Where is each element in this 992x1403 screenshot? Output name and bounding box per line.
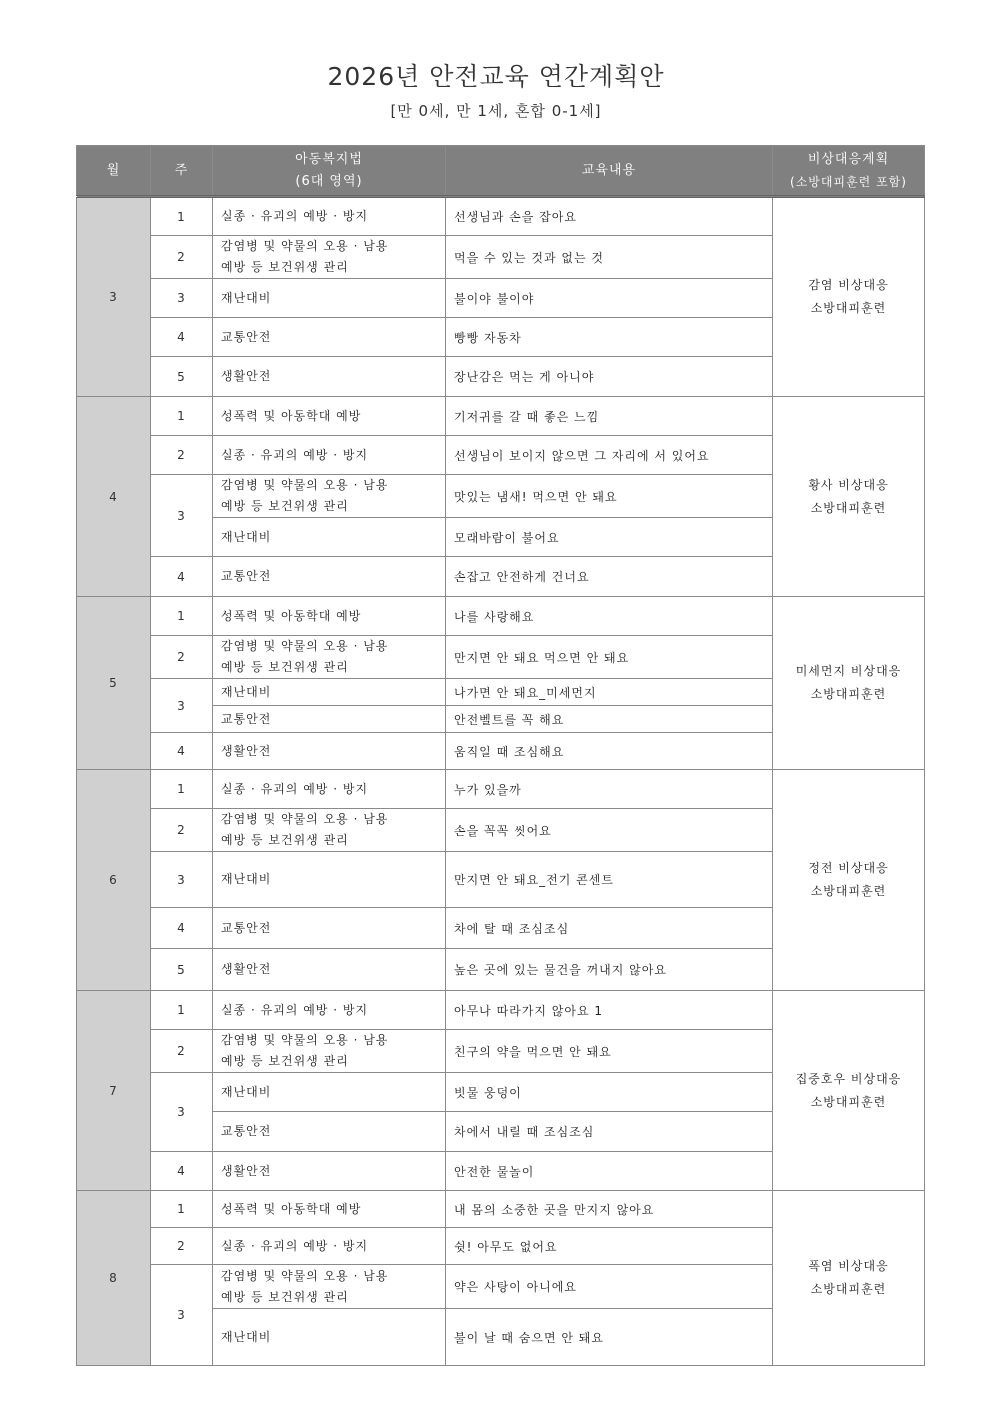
- law-area-line1: 실종 · 유괴의 예방 · 방지: [221, 781, 369, 796]
- week-cell: 3: [151, 679, 213, 733]
- table-row: [77, 397, 925, 436]
- education-content-cell: 약은 사탕이 아니에요: [446, 1265, 773, 1309]
- education-content-cell: 누가 있을까: [446, 770, 773, 809]
- table-row: [77, 770, 925, 809]
- page-title: 2026년 안전교육 연간계획안: [327, 62, 665, 91]
- law-area-line1: 감염병 및 약물의 오용 · 남용: [221, 812, 389, 826]
- law-area-line1: 재난대비: [221, 1329, 272, 1344]
- law-area-cell: [213, 949, 446, 991]
- education-content-cell: 쉿! 아무도 없어요: [446, 1228, 773, 1265]
- month-cell: 7: [77, 991, 151, 1191]
- emergency-plan-cell: [773, 597, 925, 770]
- law-area-line1: 교통안전: [221, 711, 272, 726]
- education-content-cell: 차에서 내릴 때 조심조심: [446, 1112, 773, 1152]
- law-area-line1: 재난대비: [221, 290, 272, 305]
- week-cell: 2: [151, 636, 213, 679]
- law-area-line1: 재난대비: [221, 684, 272, 699]
- education-content-cell: 빗물 웅덩이: [446, 1073, 773, 1112]
- emergency-plan-cell: [773, 1191, 925, 1366]
- week-cell: 5: [151, 949, 213, 991]
- week-cell: 3: [151, 475, 213, 557]
- law-area-line1: 감염병 및 약물의 오용 · 남용: [221, 1033, 389, 1047]
- law-area-cell: [213, 1112, 446, 1152]
- week-cell: 3: [151, 852, 213, 908]
- emergency-plan-line1: 황사 비상대응: [808, 477, 889, 492]
- law-area-cell: [213, 1228, 446, 1265]
- emergency-plan-line1: 정전 비상대응: [808, 861, 889, 875]
- week-cell: 1: [151, 1191, 213, 1228]
- law-area-line2: 예방 등 보건위생 관리: [221, 833, 349, 847]
- education-content-cell: 내 몸의 소중한 곳을 만지지 않아요: [446, 1191, 773, 1228]
- header-plan-line1: 비상대응계획: [807, 151, 890, 167]
- emergency-plan-line2: 소방대피훈련: [810, 301, 887, 315]
- law-area-line1: 교통안전: [221, 329, 272, 344]
- month-cell: 6: [77, 770, 151, 991]
- education-content-cell: 만지면 안 돼요_전기 콘센트: [446, 852, 773, 908]
- law-area-cell: [213, 770, 446, 809]
- law-area-cell: [213, 597, 446, 636]
- law-area-line2: 예방 등 보건위생 관리: [221, 1289, 349, 1304]
- law-area-line1: 재난대비: [221, 872, 272, 886]
- education-content-cell: 선생님이 보이지 않으면 그 자리에 서 있어요: [446, 436, 773, 475]
- law-area-cell: [213, 518, 446, 557]
- law-area-line1: 교통안전: [221, 920, 272, 935]
- week-cell: 4: [151, 1152, 213, 1191]
- header-law-line1: 아동복지법: [295, 151, 363, 167]
- emergency-plan-line2: 소방대피훈련: [810, 1094, 887, 1109]
- education-content-cell: 만지면 안 돼요 먹으면 안 돼요: [446, 636, 773, 679]
- education-content-cell: 빵빵 자동차: [446, 318, 773, 357]
- header-week: 주: [151, 146, 213, 197]
- law-area-cell: [213, 991, 446, 1030]
- table-row: [77, 597, 925, 636]
- week-cell: 1: [151, 770, 213, 809]
- header-law-line2: (6대 영역): [295, 173, 363, 189]
- education-content-cell: 안전벨트를 꼭 해요: [446, 706, 773, 733]
- education-content-cell: 불이야 불이야: [446, 279, 773, 318]
- week-cell: 4: [151, 908, 213, 949]
- emergency-plan-cell: [773, 197, 925, 397]
- week-cell: 1: [151, 197, 213, 236]
- law-area-line2: 예방 등 보건위생 관리: [221, 260, 349, 274]
- table-row: [77, 1191, 925, 1228]
- law-area-line1: 감염병 및 약물의 오용 · 남용: [221, 1268, 389, 1283]
- header-law: [213, 146, 446, 197]
- education-content-cell: 손잡고 안전하게 건너요: [446, 557, 773, 597]
- law-area-line2: 예방 등 보건위생 관리: [221, 499, 349, 513]
- week-cell: 2: [151, 236, 213, 279]
- law-area-line1: 실종 · 유괴의 예방 · 방지: [221, 447, 369, 462]
- law-area-cell: [213, 809, 446, 852]
- law-area-line1: 교통안전: [221, 1124, 272, 1138]
- law-area-cell: [213, 197, 446, 236]
- law-area-cell: [213, 1265, 446, 1309]
- education-content-cell: 안전한 물놀이: [446, 1152, 773, 1191]
- emergency-plan-line1: 감염 비상대응: [808, 278, 889, 292]
- law-area-line1: 생활안전: [221, 962, 272, 976]
- education-content-cell: 맛있는 냄새! 먹으면 안 돼요: [446, 475, 773, 518]
- law-area-cell: [213, 1191, 446, 1228]
- emergency-plan-line2: 소방대피훈련: [810, 884, 887, 898]
- law-area-cell: [213, 1073, 446, 1112]
- law-area-line1: 생활안전: [221, 743, 272, 758]
- week-cell: 1: [151, 397, 213, 436]
- week-cell: 4: [151, 557, 213, 597]
- law-area-line1: 재난대비: [221, 529, 272, 544]
- week-cell: 2: [151, 809, 213, 852]
- law-area-cell: [213, 1030, 446, 1073]
- law-area-cell: [213, 436, 446, 475]
- header-content: 교육내용: [446, 146, 773, 197]
- emergency-plan-line1: 미세먼지 비상대응: [795, 664, 902, 678]
- week-cell: 5: [151, 357, 213, 397]
- header-month: 월: [77, 146, 151, 197]
- emergency-plan-line1: 폭염 비상대응: [808, 1259, 889, 1273]
- law-area-line1: 감염병 및 약물의 오용 · 남용: [221, 239, 389, 253]
- month-cell: 4: [77, 397, 151, 597]
- emergency-plan-line2: 소방대피훈련: [810, 687, 887, 701]
- page-subtitle: [만 0세, 만 1세, 혼합 0-1세]: [390, 102, 602, 120]
- law-area-cell: [213, 733, 446, 770]
- law-area-line1: 실종 · 유괴의 예방 · 방지: [221, 1002, 369, 1017]
- education-content-cell: 선생님과 손을 잡아요: [446, 197, 773, 236]
- education-content-cell: 높은 곳에 있는 물건을 꺼내지 않아요: [446, 949, 773, 991]
- law-area-cell: [213, 279, 446, 318]
- table-row: [77, 991, 925, 1030]
- week-cell: 2: [151, 436, 213, 475]
- law-area-cell: [213, 636, 446, 679]
- law-area-cell: [213, 397, 446, 436]
- law-area-line1: 성폭력 및 아동학대 예방: [221, 608, 362, 623]
- table-row: [77, 197, 925, 236]
- month-cell: 5: [77, 597, 151, 770]
- emergency-plan-line2: 소방대피훈련: [810, 500, 887, 515]
- law-area-cell: [213, 679, 446, 706]
- education-content-cell: 나가면 안 돼요_미세먼지: [446, 679, 773, 706]
- law-area-cell: [213, 357, 446, 397]
- law-area-cell: [213, 852, 446, 908]
- law-area-cell: [213, 706, 446, 733]
- month-cell: 8: [77, 1191, 151, 1366]
- week-cell: 1: [151, 991, 213, 1030]
- week-cell: 2: [151, 1228, 213, 1265]
- month-cell: 3: [77, 197, 151, 397]
- emergency-plan-cell: [773, 991, 925, 1191]
- law-area-line2: 예방 등 보건위생 관리: [221, 660, 349, 674]
- education-content-cell: 기저귀를 갈 때 좋은 느낌: [446, 397, 773, 436]
- emergency-plan-line2: 소방대피훈련: [810, 1282, 887, 1296]
- emergency-plan-line1: 집중호우 비상대응: [795, 1071, 902, 1086]
- education-content-cell: 움직일 때 조심해요: [446, 733, 773, 770]
- law-area-line1: 생활안전: [221, 369, 272, 383]
- education-content-cell: 모래바람이 불어요: [446, 518, 773, 557]
- emergency-plan-cell: [773, 397, 925, 597]
- law-area-line1: 재난대비: [221, 1084, 272, 1099]
- law-area-line2: 예방 등 보건위생 관리: [221, 1054, 349, 1068]
- week-cell: 4: [151, 733, 213, 770]
- law-area-cell: [213, 1152, 446, 1191]
- law-area-cell: [213, 1309, 446, 1366]
- week-cell: 3: [151, 1073, 213, 1152]
- law-area-line1: 성폭력 및 아동학대 예방: [221, 408, 362, 423]
- education-content-cell: 장난감은 먹는 게 아니야: [446, 357, 773, 397]
- week-cell: 1: [151, 597, 213, 636]
- law-area-line1: 성폭력 및 아동학대 예방: [221, 1201, 362, 1216]
- law-area-line1: 실종 · 유괴의 예방 · 방지: [221, 1238, 369, 1253]
- law-area-line1: 감염병 및 약물의 오용 · 남용: [221, 478, 389, 492]
- law-area-cell: [213, 475, 446, 518]
- education-content-cell: 불이 날 때 숨으면 안 돼요: [446, 1309, 773, 1366]
- education-content-cell: 나를 사랑해요: [446, 597, 773, 636]
- week-cell: 2: [151, 1030, 213, 1073]
- emergency-plan-cell: [773, 770, 925, 991]
- week-cell: 4: [151, 318, 213, 357]
- education-content-cell: 차에 탈 때 조심조심: [446, 908, 773, 949]
- law-area-line1: 실종 · 유괴의 예방 · 방지: [221, 209, 369, 223]
- education-content-cell: 아무나 따라가지 않아요 1: [446, 991, 773, 1030]
- week-cell: 3: [151, 1265, 213, 1366]
- table-header-row: [77, 146, 925, 197]
- header-plan-line2: (소방대피훈련 포함): [790, 174, 907, 189]
- law-area-line1: 교통안전: [221, 569, 272, 583]
- table-body: [77, 197, 925, 1366]
- header-plan: [773, 146, 925, 197]
- law-area-line1: 감염병 및 약물의 오용 · 남용: [221, 639, 389, 653]
- education-content-cell: 먹을 수 있는 것과 없는 것: [446, 236, 773, 279]
- safety-plan-table: [76, 145, 925, 1366]
- law-area-cell: [213, 557, 446, 597]
- education-content-cell: 손을 꼭꼭 씻어요: [446, 809, 773, 852]
- week-cell: 3: [151, 279, 213, 318]
- education-content-cell: 친구의 약을 먹으면 안 돼요: [446, 1030, 773, 1073]
- law-area-cell: [213, 236, 446, 279]
- law-area-cell: [213, 318, 446, 357]
- law-area-line1: 생활안전: [221, 1163, 272, 1178]
- law-area-cell: [213, 908, 446, 949]
